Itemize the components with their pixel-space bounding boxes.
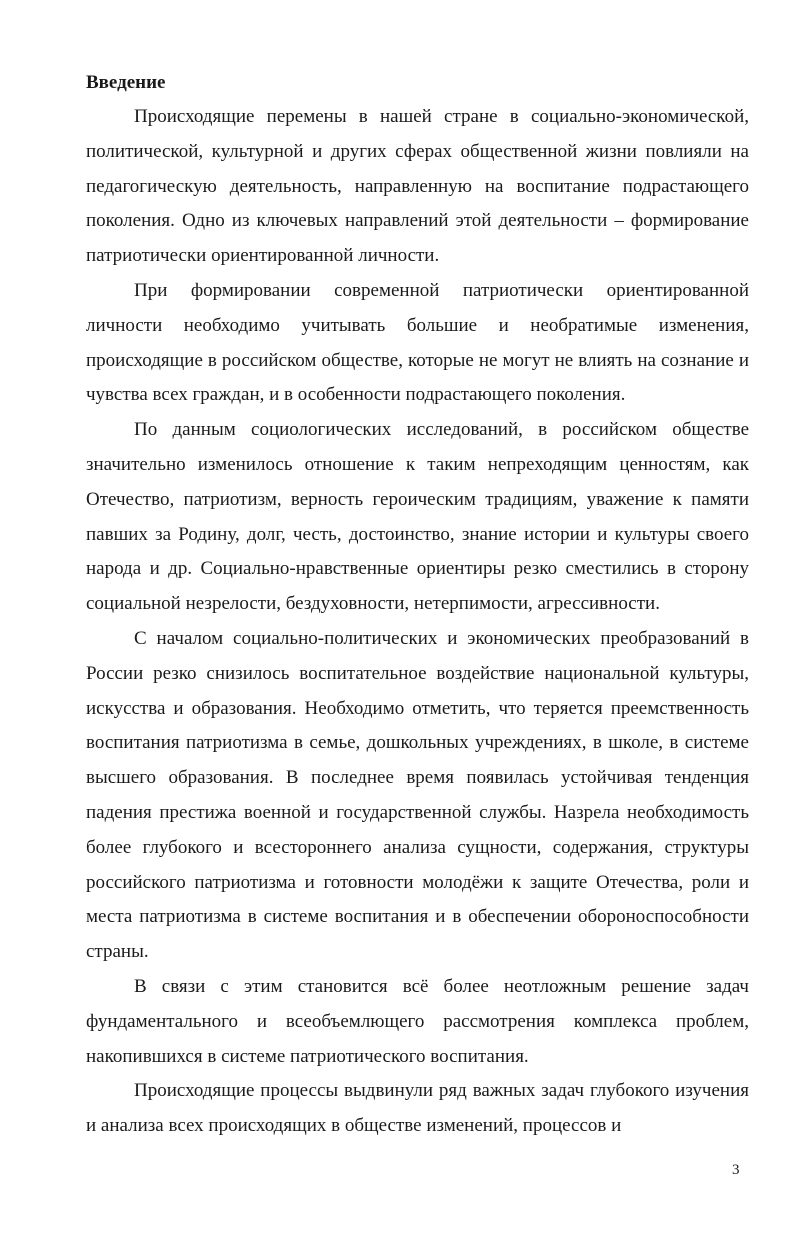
section-heading: Введение: [86, 72, 166, 93]
paragraph-2: При формировании современной патриотически ориентированной личности необходимо учитывать большие и необратимые изменения, происходящие в российском обществе, которые не могут не влиять на сознание и чувства всех граждан, и в особенности подрастающего поколения.: [86, 279, 749, 406]
paragraph-4: С началом социально-политических и экономических преобразований в России резко снизилось воспитательное воздействие национальной культуры, искусства и образования. Необходимо отметить, что теряется преемственность воспитания патриотизма в семье, дошкольных учреждениях, в школе, в системе высшего образования. В последнее время появилась устойчивая тенденция падения престижа военной и государственной службы. Назрела необходимость более глубокого и всестороннего анализа сущности, содержания, структуры российского патриотизма и готовности молодёжи к защите Отечества, роли и места патриотизма в системе воспитания и в обеспечении обороноспособности страны.: [86, 627, 749, 963]
page-number: 3: [732, 1162, 740, 1178]
paragraph-5: В связи с этим становится всё более неотложным решение задач фундаментального и всеобъемлющего рассмотрения комплекса проблем, накопившихся в системе патриотического воспитания.: [86, 975, 749, 1067]
paragraph-1: Происходящие перемены в нашей стране в социально-экономической, политической, культурной и других сферах общественной жизни повлияли на педагогическую деятельность, направленную на воспитание подрастающего поколения. Одно из ключевых направлений этой деятельности – формирование патриотически ориентированной личности.: [86, 106, 749, 267]
paragraph-3: По данным социологических исследований, в российском обществе значительно изменилось отношение к таким непреходящим ценностям, как Отечество, патриотизм, верность героическим традициям, уважение к памяти павших за Родину, долг, честь, достоинство, знание истории и культуры своего народа и др. Социально-нравственные ориентиры резко сместились в сторону социальной незрелости, бездуховности, нетерпимости, агрессивности.: [86, 419, 749, 615]
document-body: [86, 66, 749, 1144]
paragraph-6: Происходящие процессы выдвинули ряд важных задач глубокого изучения и анализа всех происходящих в обществе изменений, процессов и: [86, 1080, 749, 1137]
